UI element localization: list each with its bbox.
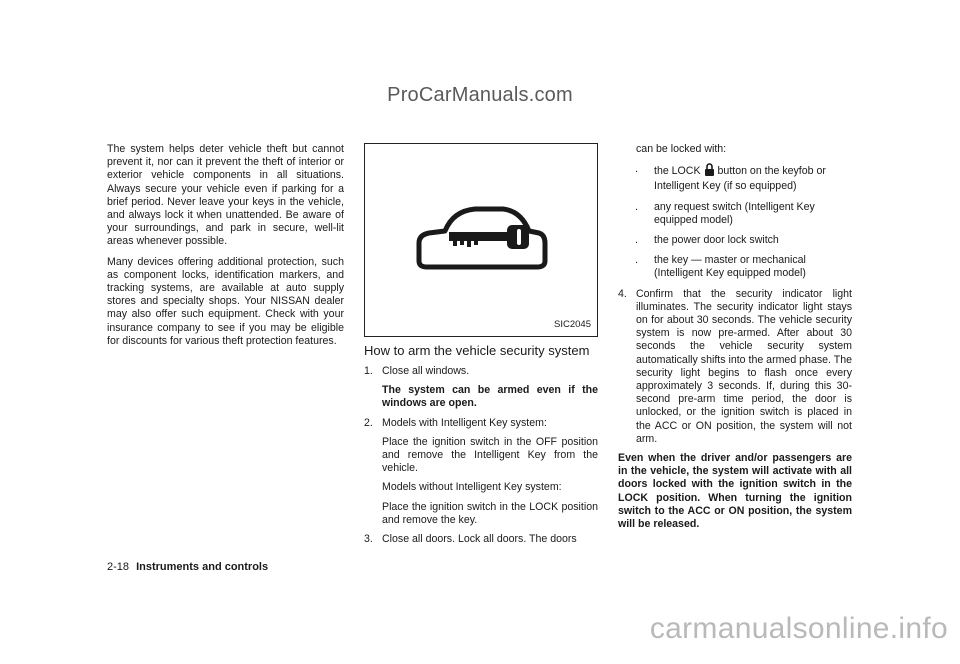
car-key-icon (405, 199, 555, 279)
figure-code: SIC2045 (554, 318, 591, 330)
bullet-dot: . (635, 200, 638, 213)
step-sub-text: Place the ignition switch in the LOCK position and remove the key. (382, 500, 598, 526)
step-text: Close all doors. Lock all doors. The doors (382, 533, 577, 546)
bullet-item (618, 254, 852, 280)
step-number: 1. (364, 365, 373, 377)
watermark-top: ProCarManuals.com (387, 84, 573, 106)
bullet-item (618, 163, 852, 193)
page-footer (107, 561, 268, 573)
step-number: 4. (618, 287, 627, 300)
watermark-bottom: carmanualsonline.info (649, 612, 948, 645)
step-1 (364, 365, 598, 411)
bullet-item (618, 234, 852, 247)
step-2 (364, 417, 598, 527)
step-number: 3. (364, 533, 373, 546)
figure-car-key (364, 143, 598, 337)
section-name: Instruments and controls (136, 561, 269, 573)
step-bold-note: The system can be armed even if the windows are open. (382, 384, 598, 410)
bullet-dot: . (635, 254, 638, 267)
column-middle (364, 143, 598, 552)
section-heading: How to arm the vehicle security system (364, 343, 590, 358)
bullet-text: the power door lock switch (654, 234, 779, 247)
bullet-text-before: the LOCK (654, 165, 701, 178)
bullet-dot: . (635, 163, 638, 176)
bullet-text: any request switch (Intelligent Key equipped model) (654, 200, 815, 226)
protection-paragraph: Many devices offering additional protection, such as component locks, identification markers, and tracking systems, are available at auto supply stores and specialty shops. Your NISSAN dealer may also offer such equipment. Check with your insurance company to see if you may be eligible for discounts for various theft protection features. (107, 255, 344, 347)
step-text: Models with Intelligent Key system: (382, 416, 547, 429)
step-text: Confirm that the security indicator light illuminates. The security indicator light stays on for about 30 seconds. The vehicle security system is now pre-armed. After about 30 seconds the vehicle security system automatically shifts into the armed phase. The security light begins to flash once every approximately 3 seconds. If, during this 30-second pre-arm time period, the door is unlocked, or the ignition switch is placed in the ACC or ON position, the system will not arm. (636, 287, 852, 445)
lock-icon (704, 163, 715, 180)
warning-paragraph: Even when the driver and/or passengers are in the vehicle, the system will activate with all doors locked with the ignition switch in the LOCK position. When turning the ignition switch to the ACC or ON position, the system will be released. (618, 452, 852, 531)
bullet-item (618, 201, 852, 227)
step-number: 2. (364, 416, 373, 429)
step-sub-text: Place the ignition switch in the OFF position and remove the Intelligent Key from the vehicle. (382, 435, 598, 475)
bullet-text-after: button on the keyfob or Intelligent Key (if so equipped) (654, 165, 826, 193)
step-3 (364, 533, 598, 546)
bullet-dot: . (635, 234, 638, 247)
step-sub-text: Models without Intelligent Key system: (382, 481, 562, 494)
page-number: 2-18 (107, 561, 130, 573)
step-3-continued: can be locked with: (636, 143, 727, 155)
bullet-text: the key — master or mechanical (Intelligent Key equipped model) (654, 254, 806, 280)
column-right (618, 143, 852, 538)
column-left (107, 143, 344, 355)
step-4 (618, 288, 852, 446)
intro-paragraph: The system helps deter vehicle theft but cannot prevent it, nor can it prevent the theft of interior or exterior vehicle components in all situations. Always secure your vehicle even if parking for a brief period. Never leave your keys in the vehicle, and always lock it when unattended. Be aware of your surroundings, and park in secure, well-lit areas whenever possible. (107, 143, 344, 248)
step-text: Close all windows. (382, 365, 470, 377)
